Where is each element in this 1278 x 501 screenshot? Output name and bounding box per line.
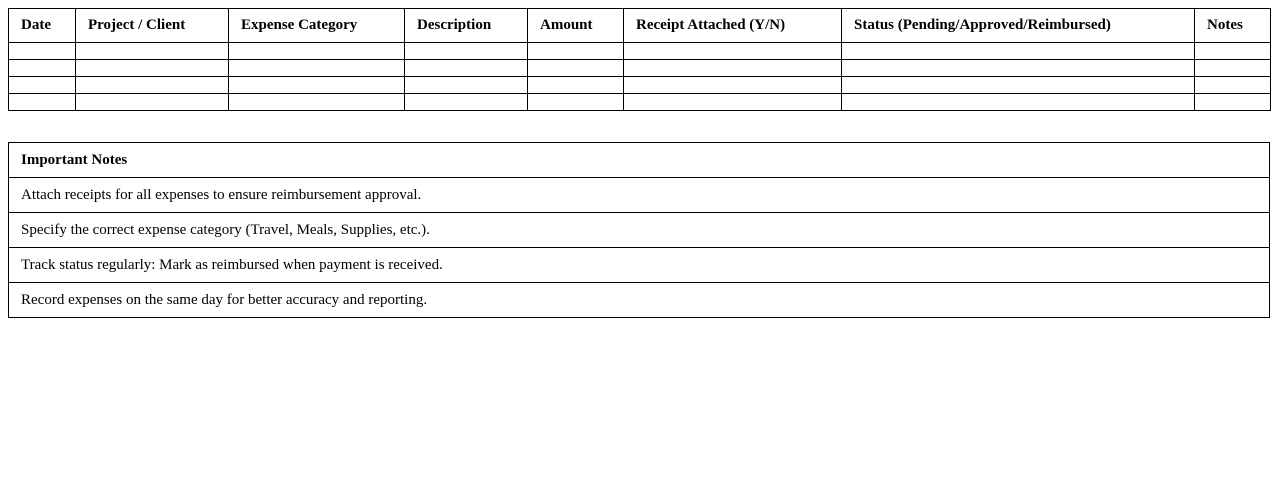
table-cell[interactable] xyxy=(229,43,405,60)
table-row xyxy=(9,94,1271,111)
table-cell[interactable] xyxy=(624,77,842,94)
table-cell[interactable] xyxy=(76,43,229,60)
header-notes: Notes xyxy=(1195,9,1271,43)
header-expense-category: Expense Category xyxy=(229,9,405,43)
note-row xyxy=(9,248,1270,283)
note-row xyxy=(9,283,1270,318)
table-cell[interactable] xyxy=(624,94,842,111)
table-cell[interactable] xyxy=(842,77,1195,94)
header-project-client: Project / Client xyxy=(76,9,229,43)
header-description: Description xyxy=(405,9,528,43)
note-item: Record expenses on the same day for better accuracy and reporting. xyxy=(9,283,1270,318)
table-cell[interactable] xyxy=(229,60,405,77)
header-receipt-attached: Receipt Attached (Y/N) xyxy=(624,9,842,43)
table-cell[interactable] xyxy=(76,77,229,94)
table-cell[interactable] xyxy=(405,94,528,111)
table-cell[interactable] xyxy=(842,43,1195,60)
note-row xyxy=(9,178,1270,213)
table-cell[interactable] xyxy=(76,60,229,77)
header-amount: Amount xyxy=(528,9,624,43)
table-cell[interactable] xyxy=(1195,43,1271,60)
expense-header-row xyxy=(9,9,1271,43)
table-cell[interactable] xyxy=(842,60,1195,77)
table-cell[interactable] xyxy=(842,94,1195,111)
table-cell[interactable] xyxy=(405,77,528,94)
table-cell[interactable] xyxy=(1195,77,1271,94)
table-cell[interactable] xyxy=(405,60,528,77)
important-notes-heading: Important Notes xyxy=(9,143,1270,178)
important-notes-table xyxy=(8,142,1270,318)
expense-table xyxy=(8,8,1271,111)
table-cell[interactable] xyxy=(528,60,624,77)
table-row xyxy=(9,60,1271,77)
table-cell[interactable] xyxy=(624,60,842,77)
table-cell[interactable] xyxy=(528,77,624,94)
table-cell[interactable] xyxy=(9,60,76,77)
table-cell[interactable] xyxy=(1195,94,1271,111)
table-cell[interactable] xyxy=(624,43,842,60)
note-item: Specify the correct expense category (Travel, Meals, Supplies, etc.). xyxy=(9,213,1270,248)
notes-heading-row xyxy=(9,143,1270,178)
table-row xyxy=(9,43,1271,60)
table-cell[interactable] xyxy=(528,94,624,111)
header-date: Date xyxy=(9,9,76,43)
table-row xyxy=(9,77,1271,94)
header-status: Status (Pending/Approved/Reimbursed) xyxy=(842,9,1195,43)
table-cell[interactable] xyxy=(9,43,76,60)
table-cell[interactable] xyxy=(405,43,528,60)
note-item: Attach receipts for all expenses to ensure reimbursement approval. xyxy=(9,178,1270,213)
table-cell[interactable] xyxy=(9,77,76,94)
table-cell[interactable] xyxy=(9,94,76,111)
table-cell[interactable] xyxy=(229,77,405,94)
table-cell[interactable] xyxy=(1195,60,1271,77)
note-row xyxy=(9,213,1270,248)
note-item: Track status regularly: Mark as reimbursed when payment is received. xyxy=(9,248,1270,283)
table-cell[interactable] xyxy=(76,94,229,111)
table-cell[interactable] xyxy=(229,94,405,111)
table-cell[interactable] xyxy=(528,43,624,60)
